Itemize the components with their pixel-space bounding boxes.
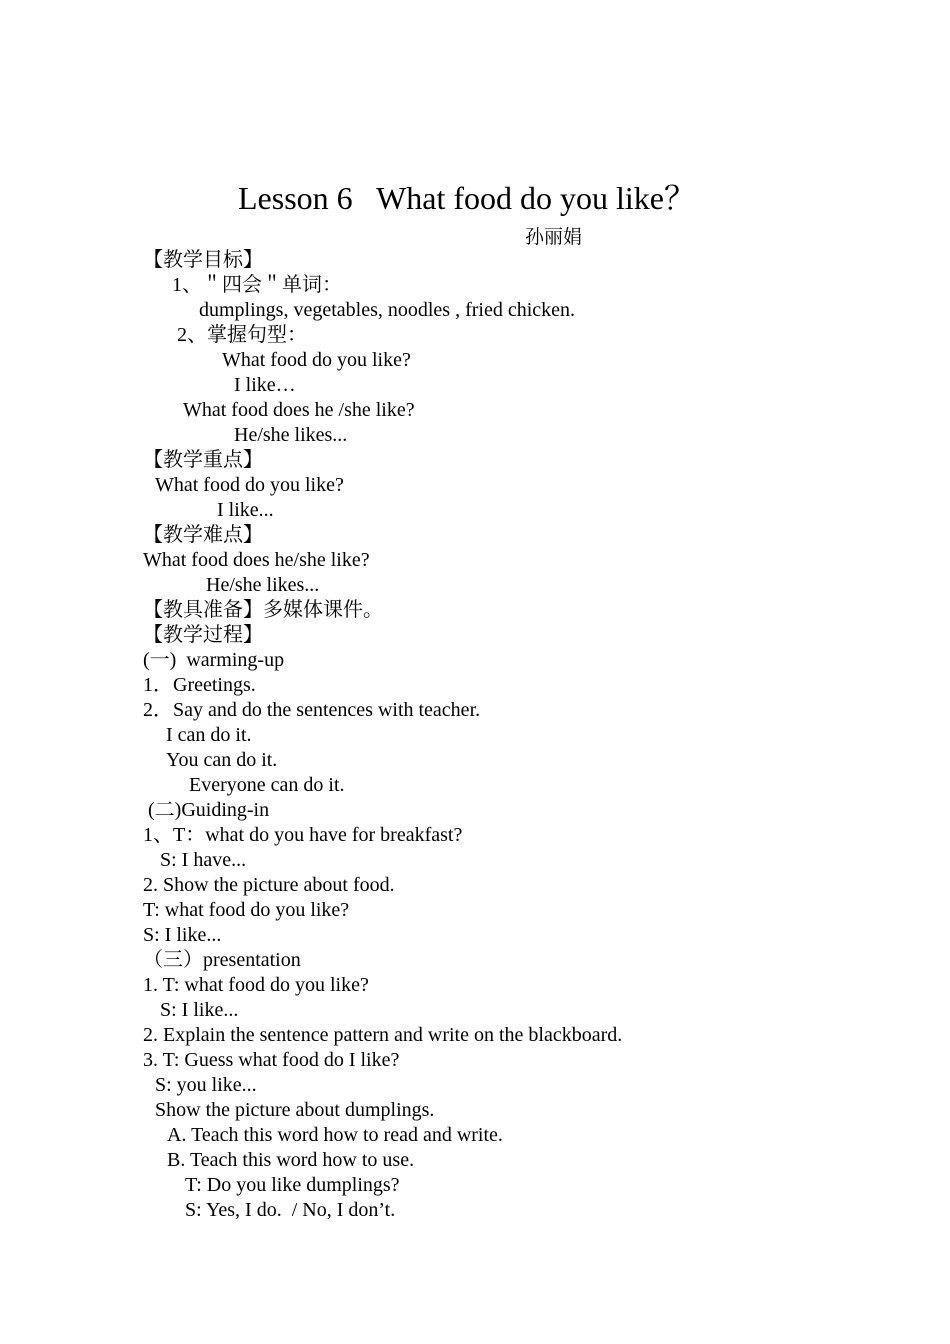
body-line: 3. T: Guess what food do I like?	[143, 1049, 400, 1071]
body-line: What food does he/she like?	[143, 549, 370, 571]
body-line: 2. Show the picture about food.	[143, 874, 395, 896]
body-line: What food does he /she like?	[183, 399, 415, 421]
body-line: S: I like...	[160, 999, 239, 1021]
section-heading-process: 【教学过程】	[143, 624, 263, 646]
body-line: S: Yes, I do. / No, I don’t.	[185, 1199, 396, 1221]
section-heading-objectives: 【教学目标】	[143, 249, 263, 271]
body-line: 1．Greetings.	[143, 674, 256, 696]
body-line: S: I like...	[143, 924, 222, 946]
body-line: B. Teach this word how to use.	[167, 1149, 415, 1171]
body-line: 1. T: what food do you like?	[143, 974, 369, 996]
body-line: dumplings, vegetables, noodles , fried chicken.	[199, 299, 576, 321]
body-line: A. Teach this word how to read and write.	[167, 1124, 503, 1146]
body-line: I can do it.	[166, 724, 252, 746]
body-line: T: Do you like dumplings?	[185, 1174, 400, 1196]
body-line: 2. Explain the sentence pattern and write on the blackboard.	[143, 1024, 623, 1046]
body-line: S: you like...	[155, 1074, 257, 1096]
step-heading: (二)Guiding-in	[148, 799, 270, 821]
body-line: Everyone can do it.	[189, 774, 345, 796]
body-line: You can do it.	[166, 749, 278, 771]
body-line: T: what food do you like?	[143, 899, 350, 921]
body-line: He/she likes...	[234, 424, 348, 446]
body-line: What food do you like?	[155, 474, 344, 496]
body-line: I like...	[217, 499, 274, 521]
body-line: 1、T：what do you have for breakfast?	[143, 824, 463, 846]
body-line: 2．Say and do the sentences with teacher.	[143, 699, 481, 721]
body-line: Show the picture about dumplings.	[155, 1099, 435, 1121]
step-heading: (一) warming-up	[143, 649, 285, 671]
section-heading-materials: 【教具准备】多媒体课件。	[143, 599, 383, 621]
step-heading: （三）presentation	[143, 949, 301, 971]
body-line: He/she likes...	[206, 574, 320, 596]
section-heading-difficulties: 【教学难点】	[143, 524, 263, 546]
section-heading-key-points: 【教学重点】	[143, 449, 263, 471]
body-line: 2、掌握句型：	[177, 324, 307, 346]
body-line: 1、＂四会＂单词：	[172, 274, 342, 296]
body-line: I like…	[234, 374, 296, 396]
body-line: S: I have...	[160, 849, 247, 871]
document-title: Lesson 6 What food do you like？	[237, 180, 697, 216]
document-author: 孙丽娟	[525, 226, 583, 248]
body-line: What food do you like?	[222, 349, 411, 371]
